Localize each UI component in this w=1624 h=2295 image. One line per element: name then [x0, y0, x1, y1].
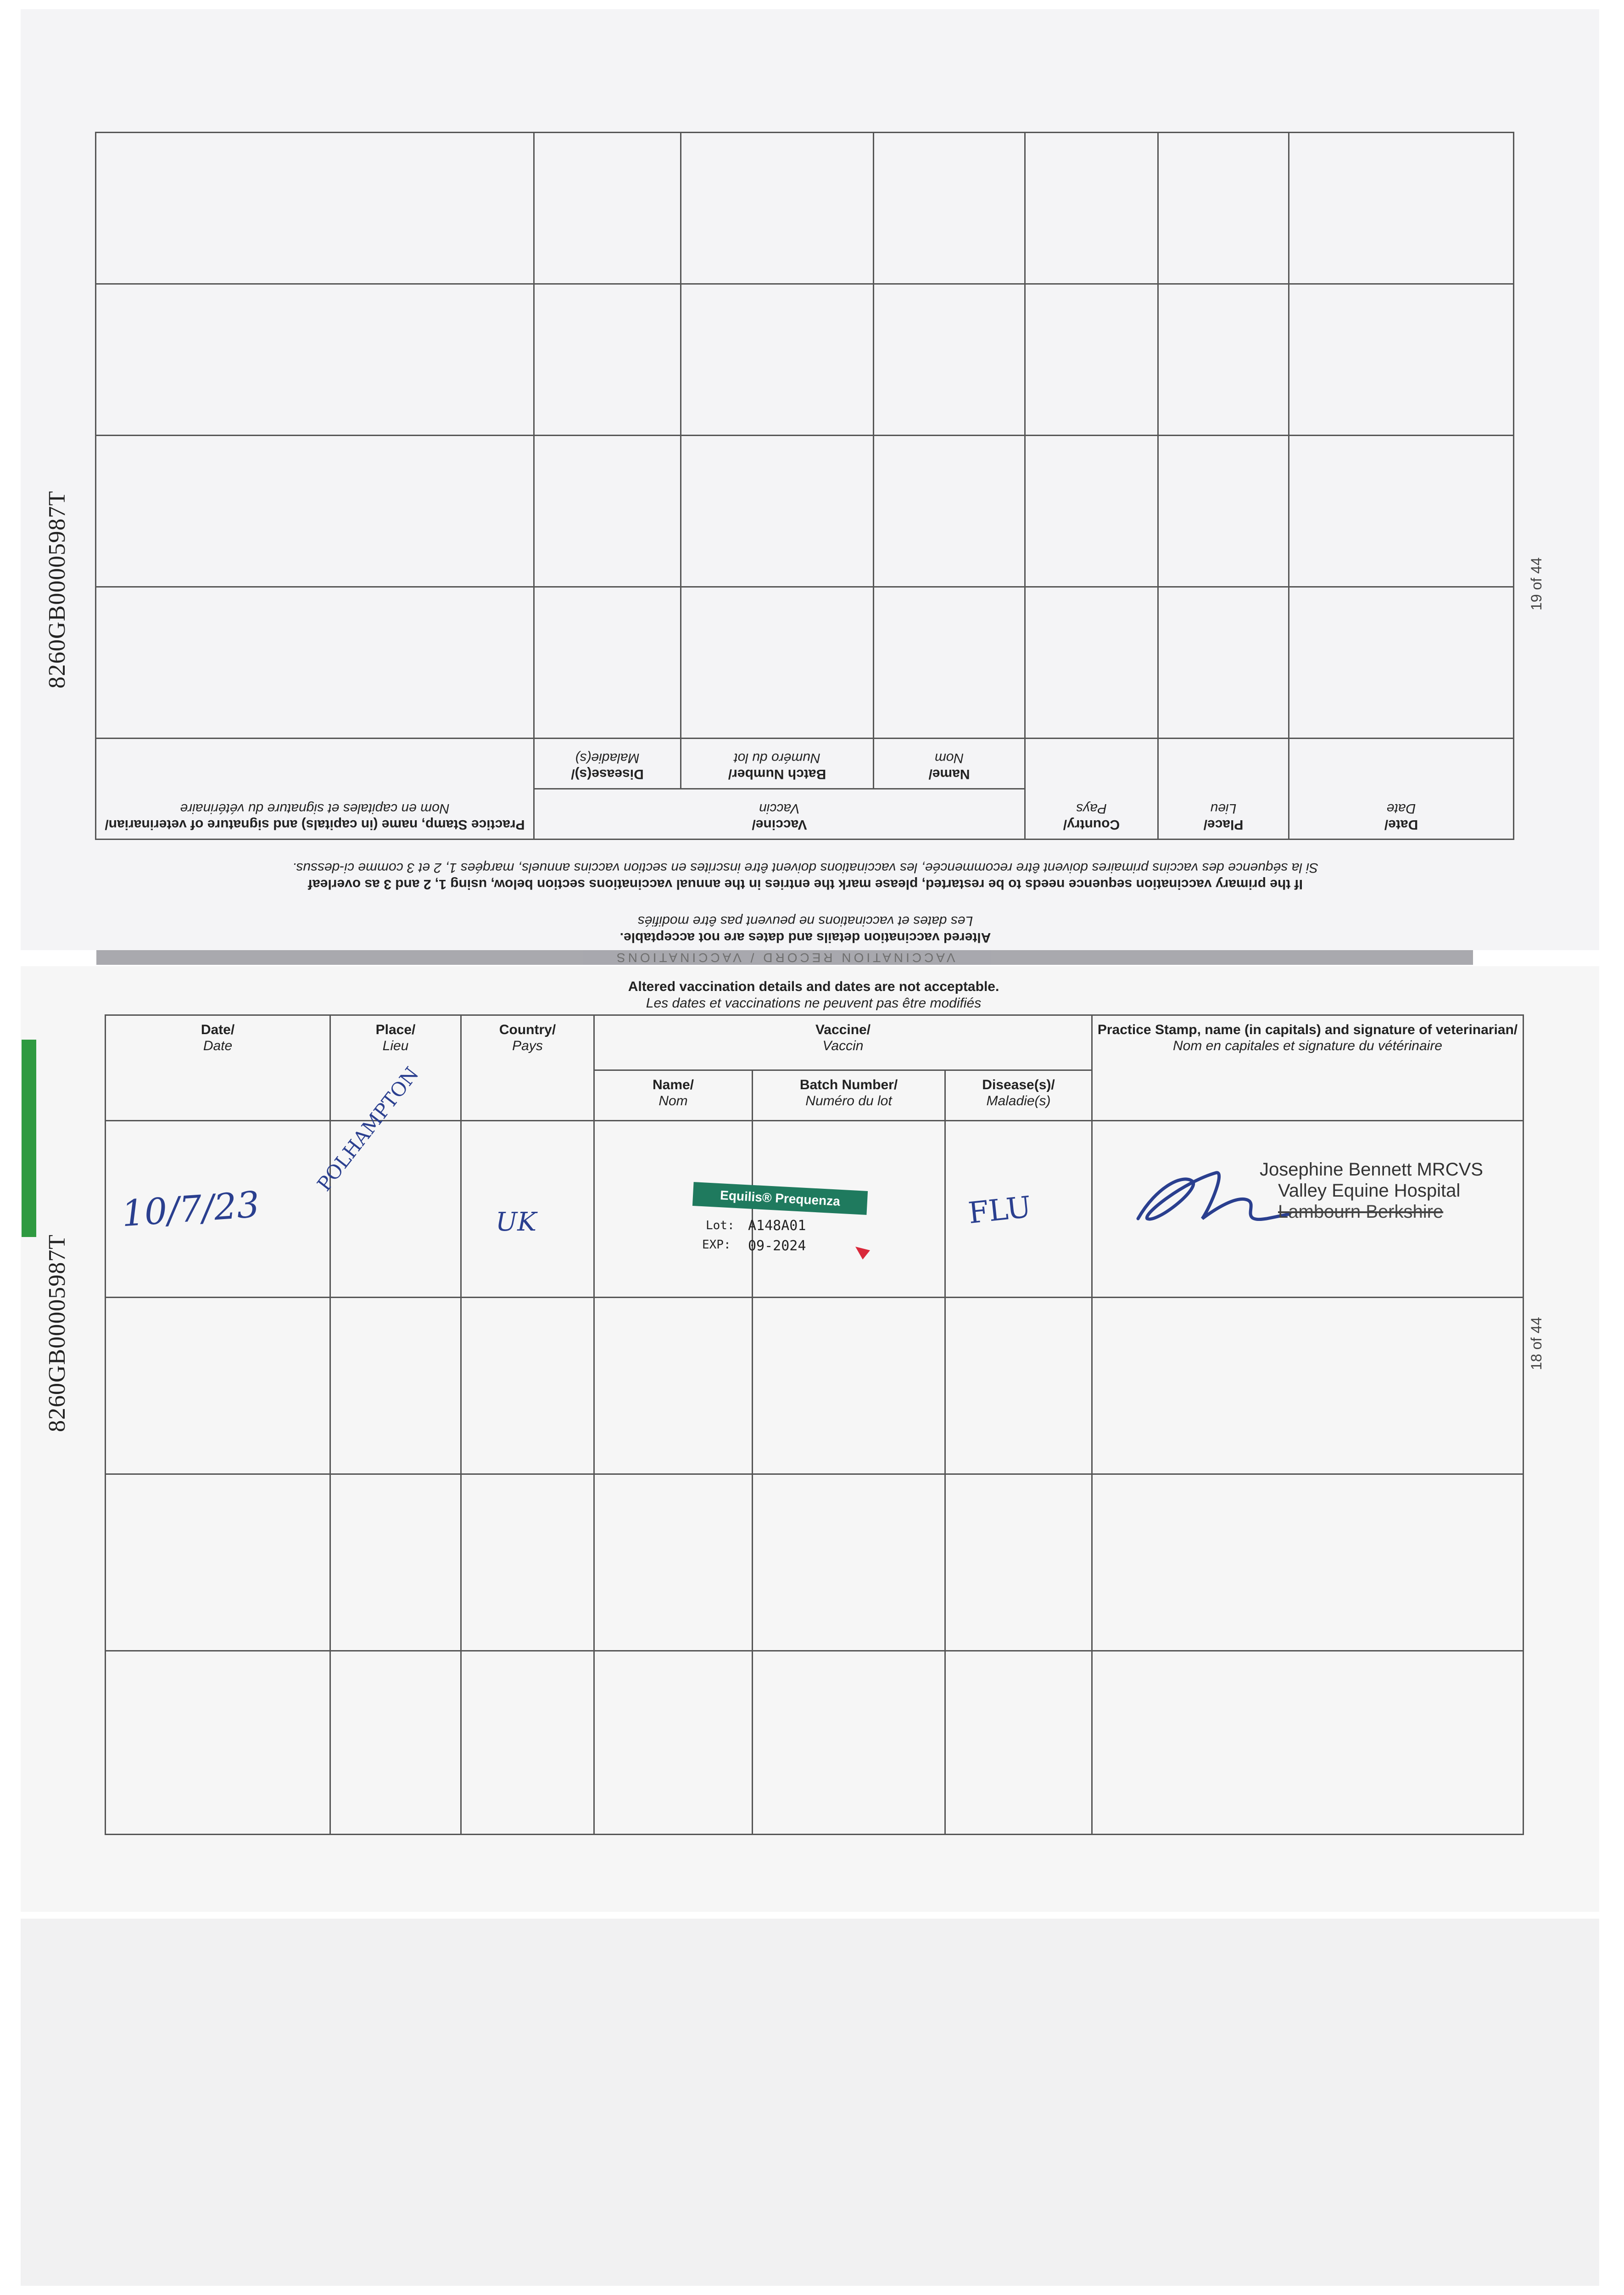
upper-header-vaccine: Vaccine/ Vaccin: [534, 789, 1025, 840]
page-number-lower: 18 of 44: [1528, 1317, 1545, 1370]
upper-notice-line-3: If the primary vaccination sequence needs to be restarted, please mark the entries in the annual vaccinations section below, using 1, 2 and 3 as overleaf: [308, 877, 1303, 892]
upper-header-place: Place/ Lieu: [1158, 739, 1289, 840]
header-name: Name/ Nom: [594, 1070, 753, 1121]
vaccine-brand: Equilis® Prequenza: [692, 1182, 868, 1215]
entry-disease: FLU: [966, 1190, 1033, 1231]
header-batch: Batch Number/ Numéro du lot: [753, 1070, 945, 1121]
passport-back-cover: [21, 1919, 1599, 2286]
header-date: Date/ Date: [106, 1015, 330, 1121]
header-place: Place/ Lieu: [330, 1015, 461, 1121]
upper-notice: [96, 859, 1514, 946]
upper-notice-line-4: Si la séquence des vaccins primaires doivent être recommencée, les vaccinations doivent être inscrites en section vaccins annuels, marqées 1, 2 et 3 comme ci-dessus.: [292, 860, 1319, 875]
lot-label: Lot:: [706, 1219, 735, 1232]
upper-header-date: Date/ Date: [1289, 739, 1514, 840]
stamp-line-name: Josephine Bennett MRCVS: [1260, 1159, 1483, 1180]
upper-header-batch: Batch Number/ Numéro du lot: [681, 739, 874, 789]
stamp-line-hospital: Valley Equine Hospital: [1278, 1181, 1461, 1201]
practice-stamp: [1260, 1159, 1517, 1222]
spine-header: VACCINATION RECORD / VACCINATIONS: [96, 950, 1473, 965]
lower-notice-en: Altered vaccination details and dates are not acceptable.: [628, 979, 999, 994]
exp-date: 09-2024: [748, 1238, 806, 1254]
entry-date: 10/7/23: [120, 1184, 261, 1235]
table-row: [96, 133, 1514, 284]
upper-vaccination-table: [95, 132, 1514, 840]
lot-number: A148A01: [748, 1218, 806, 1234]
lower-notice-fr: Les dates et vaccinations ne peuvent pas être modifiés: [646, 996, 982, 1011]
green-page-tab: [22, 1040, 36, 1237]
lower-vaccination-table: [105, 1014, 1524, 1835]
serial-number-upper: 8260GB00005987T: [44, 491, 70, 688]
upper-notice-line-1: Altered vaccination details and dates are not acceptable.: [619, 930, 991, 945]
red-mark-icon: [854, 1244, 872, 1260]
table-row: [96, 284, 1514, 436]
table-row: [96, 436, 1514, 587]
entry-country: UK: [496, 1207, 537, 1237]
stamp-line-location: Lambourn Berkshire: [1278, 1202, 1444, 1222]
upper-header-name: Name/ Nom: [874, 739, 1025, 789]
upper-header-stamp: Practice Stamp, name (in capitals) and signature of veterinarian/ Nom en capitales et signature du vétérinaire: [96, 739, 534, 840]
table-row: [106, 1651, 1524, 1835]
vaccine-label-sticker: [693, 1187, 867, 1260]
entry-place: POLHAMPTON: [313, 1063, 423, 1195]
table-row: [106, 1474, 1524, 1651]
upper-notice-line-2: Les dates et vaccinations ne peuvent pas être modifiés: [637, 913, 973, 929]
page-number-upper: 19 of 44: [1528, 557, 1545, 610]
serial-number-lower: 8260GB00005987T: [44, 1234, 70, 1432]
table-row: [106, 1298, 1524, 1474]
header-disease: Disease(s)/ Maladie(s): [945, 1070, 1092, 1121]
header-vaccine: Vaccine/ Vaccin: [594, 1015, 1092, 1070]
lower-notice: [105, 979, 1523, 1012]
table-row: [96, 587, 1514, 739]
upper-header-disease: Disease(s)/ Maladie(s): [534, 739, 681, 789]
header-stamp: Practice Stamp, name (in capitals) and signature of veterinarian/ Nom en capitales et signature du vétérinaire: [1092, 1015, 1524, 1121]
exp-label: EXP:: [702, 1238, 731, 1252]
upper-header-country: Country/ Pays: [1025, 739, 1158, 840]
upper-page-content: [96, 73, 1514, 946]
header-country: Country/ Pays: [461, 1015, 594, 1121]
